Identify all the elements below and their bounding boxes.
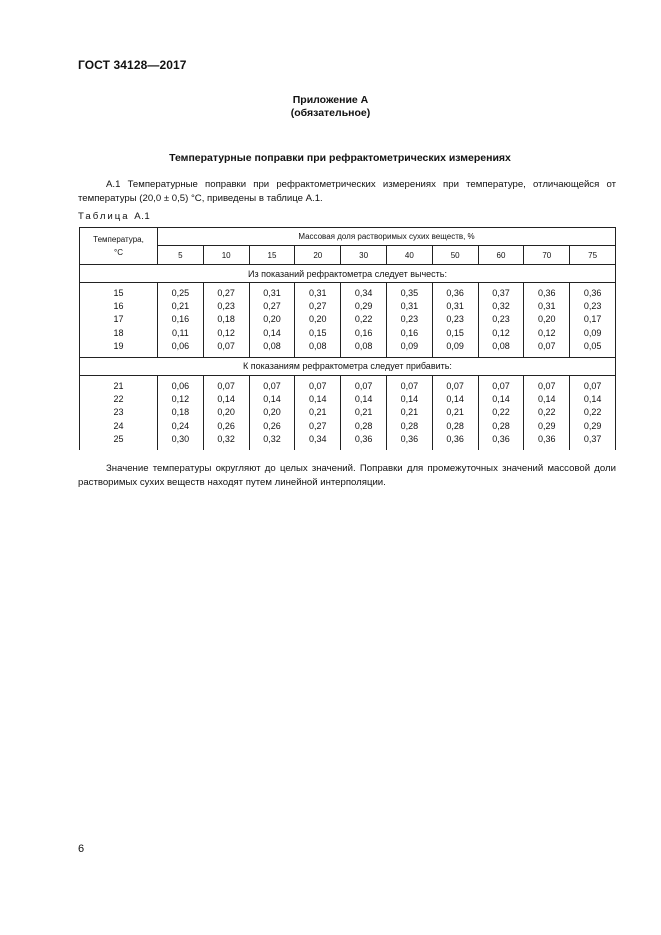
column-header: 60 bbox=[478, 246, 524, 265]
correction-value: 0,36 bbox=[400, 433, 419, 444]
temperature-cell bbox=[80, 375, 158, 449]
correction-value: 0,26 bbox=[217, 420, 235, 431]
correction-value: 0,14 bbox=[217, 394, 235, 405]
correction-value: 0,14 bbox=[446, 394, 464, 405]
correction-value: 0,06 bbox=[171, 380, 190, 391]
annex-status: (обязательное) bbox=[290, 106, 371, 119]
table-caption-number: А.1 bbox=[134, 211, 151, 222]
correction-value: 0,35 bbox=[400, 288, 419, 298]
annex-title: Приложение А bbox=[292, 94, 369, 106]
correction-value: 0,14 bbox=[400, 394, 419, 405]
value-column bbox=[158, 375, 204, 449]
correction-value: 0,07 bbox=[492, 380, 510, 391]
value-column bbox=[432, 283, 478, 358]
correction-value: 0,14 bbox=[354, 394, 373, 405]
subtract-section-rows bbox=[80, 283, 616, 358]
value-column bbox=[478, 283, 524, 358]
correction-value: 0,21 bbox=[400, 407, 419, 418]
table-caption-word: Таблица bbox=[78, 211, 130, 222]
correction-value: 0,06 bbox=[171, 340, 190, 351]
correction-value: 0,29 bbox=[583, 420, 602, 431]
paragraph-note-text: Значение температуры округляют до целых значений. Поправки для промежуточных значений массовой доли растворимых сухих веществ находят путем линейной интерполяции. bbox=[78, 463, 616, 488]
correction-value: 0,20 bbox=[263, 314, 281, 325]
correction-value: 0,21 bbox=[309, 407, 327, 418]
subtract-section-label: Из показаний рефрактометра следует вычесть: bbox=[80, 265, 616, 283]
mass-fraction-header: Массовая доля растворимых сухих веществ, % bbox=[158, 228, 616, 246]
correction-value: 0,07 bbox=[538, 380, 556, 391]
correction-value: 0,11 bbox=[171, 327, 189, 338]
correction-value: 0,23 bbox=[583, 301, 602, 312]
correction-table bbox=[79, 227, 616, 450]
value-column bbox=[295, 375, 341, 449]
correction-value: 0,28 bbox=[400, 420, 419, 431]
correction-value: 0,37 bbox=[492, 288, 510, 298]
temperature-header-line2: °С bbox=[114, 248, 123, 257]
correction-value: 0,31 bbox=[400, 301, 419, 312]
correction-value: 0,36 bbox=[492, 433, 510, 444]
paragraph-intro bbox=[78, 178, 616, 205]
correction-value: 0,09 bbox=[446, 340, 464, 351]
column-header: 70 bbox=[524, 246, 570, 265]
correction-value: 0,31 bbox=[538, 301, 556, 312]
column-header: 15 bbox=[249, 246, 295, 265]
correction-value: 0,28 bbox=[354, 420, 373, 431]
temperature-value: 15 bbox=[113, 288, 124, 298]
correction-value: 0,14 bbox=[492, 394, 510, 405]
correction-value: 0,21 bbox=[171, 301, 190, 312]
column-header: 5 bbox=[158, 246, 204, 265]
correction-value: 0,12 bbox=[171, 394, 190, 405]
correction-value: 0,37 bbox=[583, 433, 602, 444]
correction-value: 0,20 bbox=[309, 314, 327, 325]
value-column bbox=[203, 283, 249, 358]
temperature-value: 19 bbox=[113, 340, 124, 351]
correction-value: 0,22 bbox=[538, 407, 556, 418]
value-column bbox=[524, 375, 570, 449]
correction-value: 0,18 bbox=[171, 407, 190, 418]
column-header: 20 bbox=[295, 246, 341, 265]
temperature-value: 21 bbox=[113, 380, 124, 391]
correction-value: 0,08 bbox=[309, 340, 327, 351]
correction-value: 0,23 bbox=[492, 314, 510, 325]
value-column bbox=[478, 375, 524, 449]
correction-value: 0,14 bbox=[583, 394, 602, 405]
correction-value: 0,23 bbox=[446, 314, 464, 325]
correction-value: 0,14 bbox=[263, 394, 281, 405]
column-header: 75 bbox=[570, 246, 616, 265]
correction-value: 0,08 bbox=[492, 340, 510, 351]
value-column bbox=[203, 375, 249, 449]
column-header: 50 bbox=[432, 246, 478, 265]
correction-value: 0,34 bbox=[309, 433, 327, 444]
correction-value: 0,08 bbox=[354, 340, 373, 351]
add-section-label: К показаниям рефрактометра следует прибавить: bbox=[80, 357, 616, 375]
temperature-value: 25 bbox=[113, 433, 124, 444]
correction-value: 0,24 bbox=[171, 420, 190, 431]
correction-value: 0,07 bbox=[217, 380, 235, 391]
correction-value: 0,32 bbox=[492, 301, 510, 312]
correction-value: 0,31 bbox=[309, 288, 327, 298]
correction-value: 0,14 bbox=[263, 327, 281, 338]
column-header: 10 bbox=[203, 246, 249, 265]
correction-value: 0,32 bbox=[217, 433, 235, 444]
correction-value: 0,25 bbox=[171, 288, 190, 298]
correction-value: 0,07 bbox=[538, 340, 556, 351]
value-column bbox=[432, 375, 478, 449]
correction-value: 0,22 bbox=[583, 407, 602, 418]
correction-value: 0,07 bbox=[354, 380, 373, 391]
correction-value: 0,29 bbox=[354, 301, 373, 312]
temperature-header-line1: Температура, bbox=[93, 235, 144, 244]
correction-value: 0,12 bbox=[217, 327, 235, 338]
correction-value: 0,21 bbox=[446, 407, 464, 418]
correction-value: 0,12 bbox=[538, 327, 556, 338]
value-column bbox=[386, 283, 432, 358]
correction-value: 0,30 bbox=[171, 433, 190, 444]
value-column bbox=[570, 375, 616, 449]
section-title: Температурные поправки при рефрактометрических измерениях bbox=[169, 152, 511, 164]
value-column bbox=[249, 283, 295, 358]
temperature-header bbox=[80, 228, 158, 265]
correction-value: 0,34 bbox=[354, 288, 373, 298]
correction-value: 0,20 bbox=[263, 407, 281, 418]
temperature-value: 17 bbox=[113, 314, 124, 325]
document-code: ГОСТ 34128—2017 bbox=[78, 58, 187, 72]
correction-value: 0,36 bbox=[583, 288, 602, 298]
correction-value: 0,16 bbox=[171, 314, 190, 325]
temperature-value: 16 bbox=[113, 301, 124, 312]
value-column bbox=[158, 283, 204, 358]
temperature-value: 22 bbox=[113, 394, 124, 405]
value-column bbox=[249, 375, 295, 449]
temperature-value: 24 bbox=[113, 420, 124, 431]
annex-heading bbox=[0, 94, 661, 119]
column-header-row bbox=[80, 246, 616, 265]
add-section-rows bbox=[80, 375, 616, 449]
correction-value: 0,07 bbox=[263, 380, 281, 391]
correction-value: 0,15 bbox=[446, 327, 464, 338]
correction-value: 0,21 bbox=[354, 407, 373, 418]
column-header: 30 bbox=[341, 246, 387, 265]
column-header: 40 bbox=[386, 246, 432, 265]
value-column bbox=[524, 283, 570, 358]
correction-value: 0,23 bbox=[217, 301, 235, 312]
correction-value: 0,22 bbox=[354, 314, 373, 325]
correction-value: 0,16 bbox=[400, 327, 419, 338]
value-column bbox=[295, 283, 341, 358]
correction-value: 0,31 bbox=[446, 301, 464, 312]
correction-value: 0,27 bbox=[217, 288, 235, 298]
table-caption bbox=[78, 211, 150, 222]
correction-value: 0,07 bbox=[583, 380, 602, 391]
correction-value: 0,12 bbox=[492, 327, 510, 338]
correction-value: 0,27 bbox=[309, 301, 327, 312]
correction-value: 0,08 bbox=[263, 340, 281, 351]
correction-value: 0,22 bbox=[492, 407, 510, 418]
correction-value: 0,05 bbox=[583, 340, 602, 351]
correction-value: 0,20 bbox=[538, 314, 556, 325]
correction-value: 0,28 bbox=[492, 420, 510, 431]
correction-value: 0,29 bbox=[538, 420, 556, 431]
correction-value: 0,07 bbox=[446, 380, 464, 391]
correction-value: 0,32 bbox=[263, 433, 281, 444]
value-column bbox=[570, 283, 616, 358]
correction-value: 0,07 bbox=[309, 380, 327, 391]
correction-value: 0,14 bbox=[538, 394, 556, 405]
temperature-value: 23 bbox=[113, 407, 124, 418]
correction-value: 0,26 bbox=[263, 420, 281, 431]
correction-value: 0,15 bbox=[309, 327, 327, 338]
correction-value: 0,27 bbox=[309, 420, 327, 431]
correction-value: 0,36 bbox=[538, 433, 556, 444]
correction-value: 0,36 bbox=[446, 433, 464, 444]
correction-value: 0,09 bbox=[583, 327, 602, 338]
correction-value: 0,31 bbox=[263, 288, 281, 298]
correction-value: 0,27 bbox=[263, 301, 281, 312]
paragraph-intro-text: А.1 Температурные поправки при рефрактометрических измерениях при температуре, отличающейся от температуры (20,0 ± 0,5) °С, приведены в таблице А.1. bbox=[78, 179, 616, 204]
correction-value: 0,16 bbox=[354, 327, 373, 338]
page-number: 6 bbox=[78, 843, 85, 855]
correction-value: 0,28 bbox=[446, 420, 464, 431]
correction-value: 0,36 bbox=[354, 433, 373, 444]
temperature-value: 18 bbox=[113, 327, 124, 338]
correction-value: 0,23 bbox=[400, 314, 419, 325]
correction-value: 0,07 bbox=[400, 380, 419, 391]
correction-value: 0,36 bbox=[446, 288, 464, 298]
correction-value: 0,36 bbox=[538, 288, 556, 298]
paragraph-note bbox=[78, 462, 616, 489]
correction-value: 0,20 bbox=[217, 407, 235, 418]
value-column bbox=[341, 375, 387, 449]
temperature-cell bbox=[80, 283, 158, 358]
correction-value: 0,07 bbox=[217, 340, 235, 351]
value-column bbox=[341, 283, 387, 358]
correction-value: 0,14 bbox=[309, 394, 327, 405]
value-column bbox=[386, 375, 432, 449]
correction-value: 0,09 bbox=[400, 340, 419, 351]
correction-value: 0,17 bbox=[583, 314, 602, 325]
correction-value: 0,18 bbox=[217, 314, 235, 325]
